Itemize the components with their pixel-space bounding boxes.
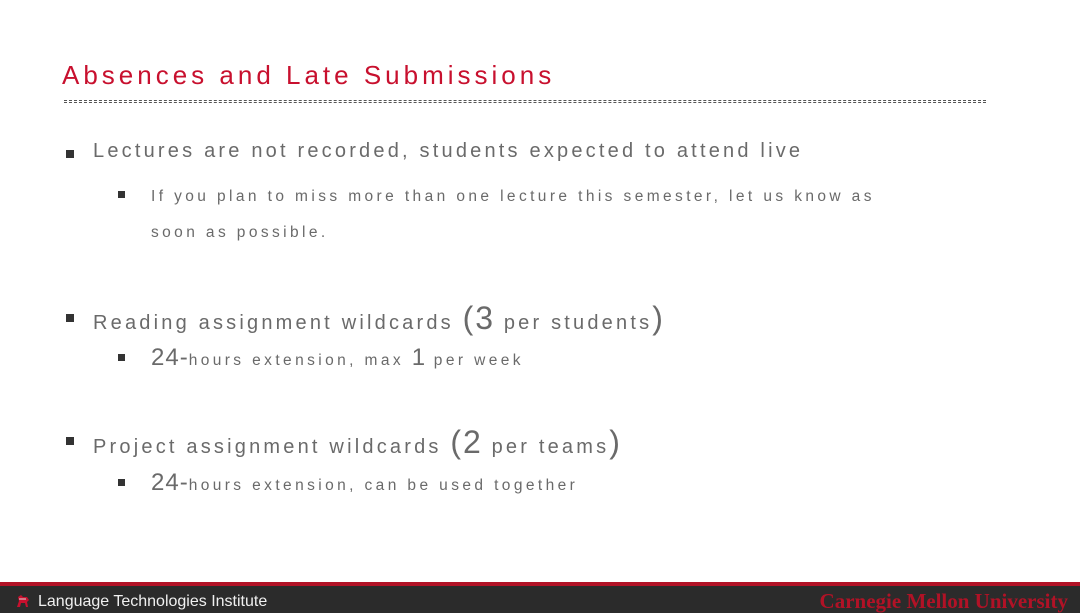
bullet-2-sub-c: 1 xyxy=(411,344,427,371)
bullet-2-text-b: per students xyxy=(495,312,653,334)
bullet-1-text: Lectures are not recorded, students expected to attend live xyxy=(93,140,804,162)
bullet-2-sub xyxy=(151,344,524,372)
footer-left xyxy=(14,592,267,611)
bullet-2-sub-a: 24- xyxy=(151,344,189,371)
bullet-3-text-a: Project assignment wildcards xyxy=(93,436,451,458)
bullet-1-sub-line-1: If you plan to miss more than one lecture this semester, let us know as xyxy=(151,188,875,205)
bullet-3-text-big2: ) xyxy=(609,424,622,460)
sub-bullet-marker xyxy=(118,354,125,361)
title-divider xyxy=(64,100,986,103)
slide-title: Absences and Late Submissions xyxy=(62,60,556,90)
bullet-2-text-big2: ) xyxy=(652,300,665,336)
bullet-3 xyxy=(93,424,622,461)
bullet-2-sub-d: per week xyxy=(426,352,524,369)
bullet-3-sub-a: 24- xyxy=(151,469,189,496)
bullet-3-sub-b: hours extension, can be used together xyxy=(188,477,579,494)
bullet-3-text-b: per teams xyxy=(482,436,610,458)
bullet-2-sub-b: hours extension, max xyxy=(188,352,412,369)
scotty-dog-icon xyxy=(14,592,32,610)
footer-bar xyxy=(0,582,1080,613)
footer-university: Carnegie Mellon University xyxy=(819,589,1068,613)
bullet-2-text-a: Reading assignment wildcards xyxy=(93,312,463,334)
bullet-3-text-big: (2 xyxy=(450,424,483,460)
bullet-marker xyxy=(66,437,74,445)
bullet-marker xyxy=(66,314,74,322)
sub-bullet-marker xyxy=(118,191,125,198)
bullet-1 xyxy=(93,140,803,163)
bullet-3-sub xyxy=(151,469,578,497)
bullet-1-sub-line-2: soon as possible. xyxy=(151,224,329,241)
bullet-marker xyxy=(66,150,74,158)
footer-institute: Language Technologies Institute xyxy=(38,593,268,610)
bullet-2-text-big: (3 xyxy=(462,300,496,336)
sub-bullet-marker xyxy=(118,479,125,486)
bullet-2 xyxy=(93,300,665,337)
